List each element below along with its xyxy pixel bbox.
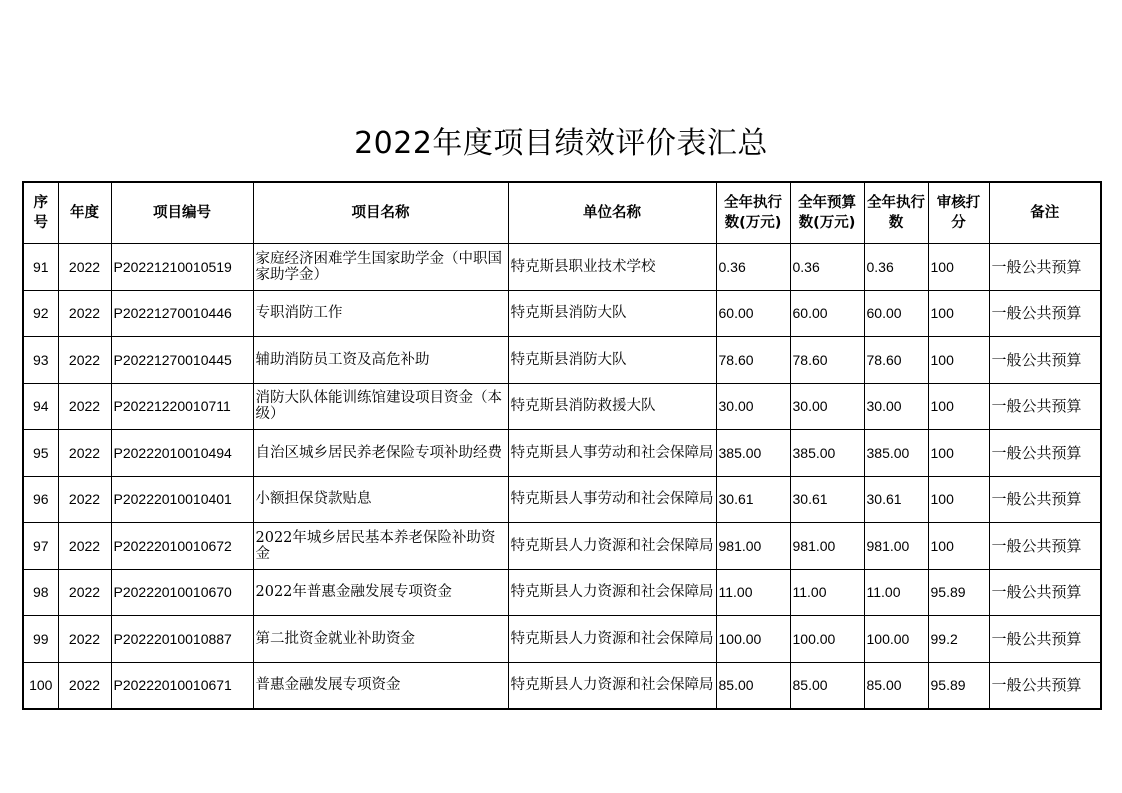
cell-unit: 特克斯县人事劳动和社会保障局 xyxy=(508,430,716,477)
header-unit: 单位名称 xyxy=(508,182,716,244)
cell-budget: 0.36 xyxy=(790,244,864,291)
table-row xyxy=(23,430,1101,477)
cell-budget: 85.00 xyxy=(790,662,864,709)
cell-exec: 100.00 xyxy=(716,616,790,663)
cell-budget: 30.61 xyxy=(790,476,864,523)
cell-seq: 91 xyxy=(23,244,58,291)
cell-year: 2022 xyxy=(58,662,111,709)
cell-unit: 特克斯县消防大队 xyxy=(508,290,716,337)
cell-name: 自治区城乡居民养老保险专项补助经费 xyxy=(253,430,508,477)
cell-execcount: 85.00 xyxy=(864,662,928,709)
cell-code: P20222010010494 xyxy=(111,430,253,477)
cell-execcount: 30.00 xyxy=(864,383,928,430)
table-row xyxy=(23,337,1101,384)
cell-note: 一般公共预算 xyxy=(989,430,1101,477)
cell-note: 一般公共预算 xyxy=(989,523,1101,570)
cell-score: 100 xyxy=(928,337,989,384)
table-row xyxy=(23,523,1101,570)
table-row xyxy=(23,476,1101,523)
cell-execcount: 0.36 xyxy=(864,244,928,291)
cell-exec: 30.61 xyxy=(716,476,790,523)
table-row xyxy=(23,662,1101,709)
cell-code: P20222010010671 xyxy=(111,662,253,709)
table-row xyxy=(23,569,1101,616)
cell-code: P20222010010887 xyxy=(111,616,253,663)
cell-score: 100 xyxy=(928,523,989,570)
cell-execcount: 60.00 xyxy=(864,290,928,337)
cell-name: 2022年城乡居民基本养老保险补助资金 xyxy=(253,523,508,570)
cell-unit: 特克斯县消防大队 xyxy=(508,337,716,384)
cell-unit: 特克斯县消防救援大队 xyxy=(508,383,716,430)
cell-seq: 95 xyxy=(23,430,58,477)
cell-score: 100 xyxy=(928,430,989,477)
cell-seq: 93 xyxy=(23,337,58,384)
cell-execcount: 100.00 xyxy=(864,616,928,663)
cell-exec: 60.00 xyxy=(716,290,790,337)
cell-year: 2022 xyxy=(58,616,111,663)
cell-seq: 97 xyxy=(23,523,58,570)
cell-name: 小额担保贷款贴息 xyxy=(253,476,508,523)
cell-score: 95.89 xyxy=(928,662,989,709)
cell-seq: 92 xyxy=(23,290,58,337)
cell-unit: 特克斯县人力资源和社会保障局 xyxy=(508,569,716,616)
header-year: 年度 xyxy=(58,182,111,244)
cell-year: 2022 xyxy=(58,383,111,430)
cell-name: 专职消防工作 xyxy=(253,290,508,337)
header-row xyxy=(23,182,1101,244)
cell-code: P20221270010445 xyxy=(111,337,253,384)
cell-execcount: 78.60 xyxy=(864,337,928,384)
cell-budget: 981.00 xyxy=(790,523,864,570)
header-execcount: 全年执行数 xyxy=(864,182,928,244)
header-name: 项目名称 xyxy=(253,182,508,244)
cell-note: 一般公共预算 xyxy=(989,662,1101,709)
cell-exec: 30.00 xyxy=(716,383,790,430)
cell-execcount: 11.00 xyxy=(864,569,928,616)
header-budget: 全年预算数(万元) xyxy=(790,182,864,244)
cell-score: 99.2 xyxy=(928,616,989,663)
cell-seq: 98 xyxy=(23,569,58,616)
table-row xyxy=(23,383,1101,430)
cell-note: 一般公共预算 xyxy=(989,290,1101,337)
cell-budget: 11.00 xyxy=(790,569,864,616)
header-score: 审核打分 xyxy=(928,182,989,244)
cell-seq: 96 xyxy=(23,476,58,523)
cell-unit: 特克斯县职业技术学校 xyxy=(508,244,716,291)
cell-execcount: 385.00 xyxy=(864,430,928,477)
header-exec: 全年执行数(万元) xyxy=(716,182,790,244)
cell-note: 一般公共预算 xyxy=(989,476,1101,523)
cell-unit: 特克斯县人力资源和社会保障局 xyxy=(508,662,716,709)
cell-exec: 78.60 xyxy=(716,337,790,384)
cell-budget: 100.00 xyxy=(790,616,864,663)
cell-unit: 特克斯县人力资源和社会保障局 xyxy=(508,523,716,570)
cell-exec: 0.36 xyxy=(716,244,790,291)
cell-name: 消防大队体能训练馆建设项目资金（本级） xyxy=(253,383,508,430)
cell-note: 一般公共预算 xyxy=(989,244,1101,291)
cell-budget: 60.00 xyxy=(790,290,864,337)
cell-code: P20221210010519 xyxy=(111,244,253,291)
cell-score: 100 xyxy=(928,244,989,291)
cell-code: P20222010010670 xyxy=(111,569,253,616)
cell-year: 2022 xyxy=(58,337,111,384)
cell-unit: 特克斯县人事劳动和社会保障局 xyxy=(508,476,716,523)
cell-budget: 385.00 xyxy=(790,430,864,477)
cell-score: 100 xyxy=(928,383,989,430)
cell-exec: 385.00 xyxy=(716,430,790,477)
cell-execcount: 981.00 xyxy=(864,523,928,570)
cell-budget: 30.00 xyxy=(790,383,864,430)
header-code: 项目编号 xyxy=(111,182,253,244)
cell-budget: 78.60 xyxy=(790,337,864,384)
cell-name: 普惠金融发展专项资金 xyxy=(253,662,508,709)
cell-note: 一般公共预算 xyxy=(989,616,1101,663)
cell-code: P20221270010446 xyxy=(111,290,253,337)
cell-exec: 11.00 xyxy=(716,569,790,616)
cell-seq: 94 xyxy=(23,383,58,430)
cell-code: P20221220010711 xyxy=(111,383,253,430)
cell-code: P20222010010672 xyxy=(111,523,253,570)
cell-note: 一般公共预算 xyxy=(989,383,1101,430)
cell-seq: 99 xyxy=(23,616,58,663)
cell-score: 95.89 xyxy=(928,569,989,616)
cell-unit: 特克斯县人力资源和社会保障局 xyxy=(508,616,716,663)
cell-execcount: 30.61 xyxy=(864,476,928,523)
header-note: 备注 xyxy=(989,182,1101,244)
cell-note: 一般公共预算 xyxy=(989,337,1101,384)
cell-year: 2022 xyxy=(58,430,111,477)
cell-year: 2022 xyxy=(58,244,111,291)
cell-year: 2022 xyxy=(58,290,111,337)
performance-table xyxy=(22,181,1102,710)
cell-exec: 981.00 xyxy=(716,523,790,570)
table-row xyxy=(23,244,1101,291)
cell-exec: 85.00 xyxy=(716,662,790,709)
header-seq: 序号 xyxy=(23,182,58,244)
cell-name: 第二批资金就业补助资金 xyxy=(253,616,508,663)
cell-year: 2022 xyxy=(58,523,111,570)
cell-name: 2022年普惠金融发展专项资金 xyxy=(253,569,508,616)
table-row xyxy=(23,616,1101,663)
cell-name: 家庭经济困难学生国家助学金（中职国家助学金） xyxy=(253,244,508,291)
cell-score: 100 xyxy=(928,476,989,523)
cell-note: 一般公共预算 xyxy=(989,569,1101,616)
cell-seq: 100 xyxy=(23,662,58,709)
cell-score: 100 xyxy=(928,290,989,337)
cell-code: P20222010010401 xyxy=(111,476,253,523)
cell-year: 2022 xyxy=(58,569,111,616)
cell-year: 2022 xyxy=(58,476,111,523)
document-title: 2022年度项目绩效评价表汇总 xyxy=(354,126,768,161)
cell-name: 辅助消防员工资及高危补助 xyxy=(253,337,508,384)
table-row xyxy=(23,290,1101,337)
